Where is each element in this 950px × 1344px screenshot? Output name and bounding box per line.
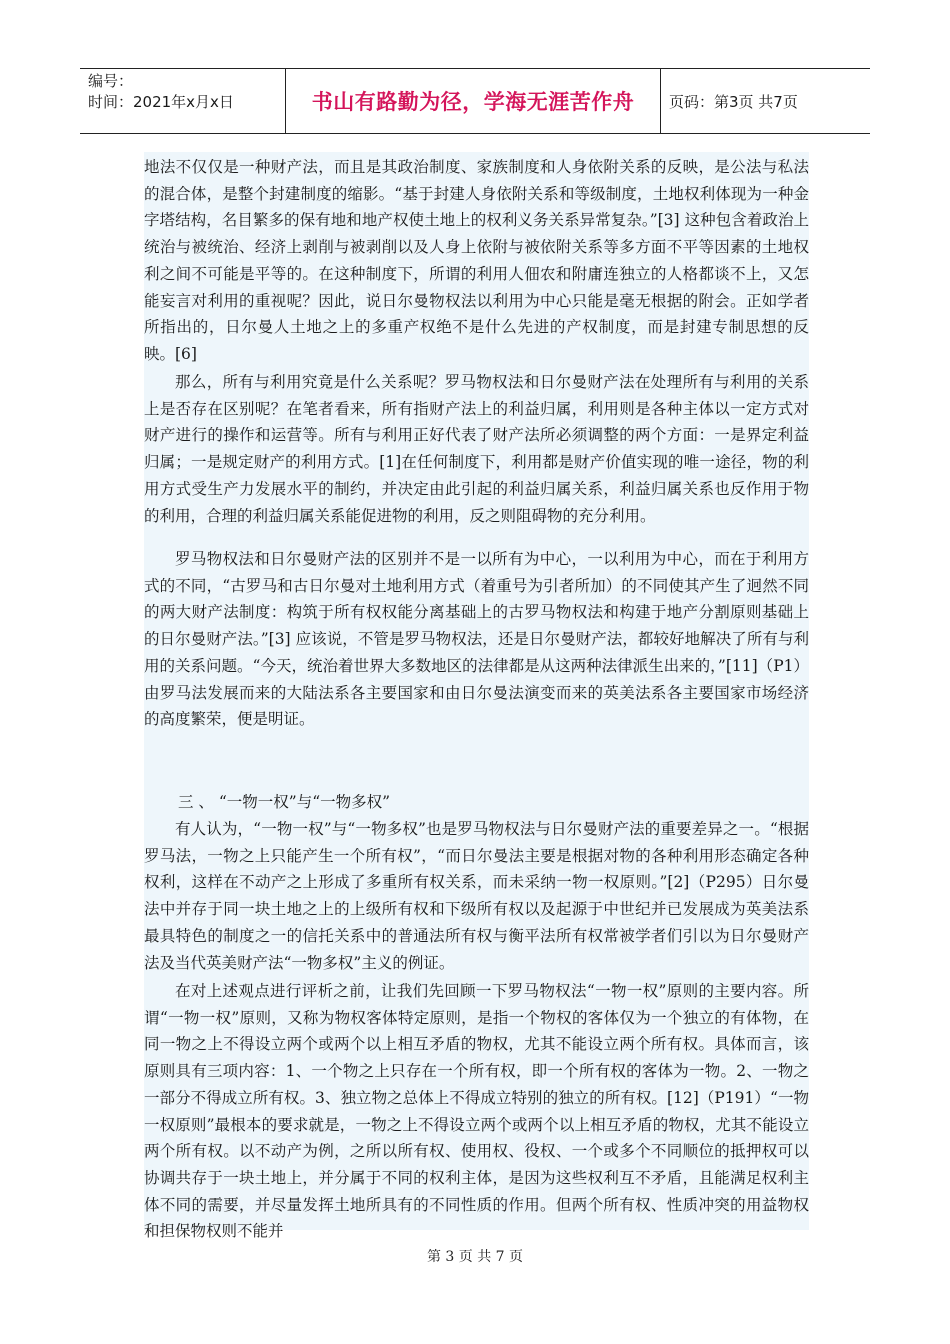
header-meta bbox=[80, 69, 286, 133]
page-number-label: 页码：第3页 共7页 bbox=[669, 92, 798, 111]
paragraph-5: 在对上述观点进行评析之前，让我们先回顾一下罗马物权法“一物一权”原则的主要内容。所谓“一物一权”原则，又称为物权客体特定原则，是指一个物权的客体仅为一个独立的有体物，在同一物之上不得设立两个或两个以上相互矛盾的物权，尤其不能设立两个所有权。具体而言，该原则具有三项内容：1、一个物之上只存在一个所有权，即一个所有权的客体为一物。2、一物之一部分不得成立所有权。3、独立物之总体上不得成立特别的独立的所有权。[12]（P191）“一物一权原则”最根本的要求就是，一物之上不得设立两个或两个以上相互矛盾的物权，尤其不能设立两个所有权。以不动产为例，之所以所有权、使用权、役权、一个或多个不同顺位的抵押权可以协调共存于一块土地上，并分属于不同的权利主体，是因为这些权利互不矛盾，且能满足权利主体不同的需要，并尽量发挥土地所具有的不同性质的作用。但两个所有权、性质冲突的用益物权和担保物权则不能并 bbox=[144, 982, 809, 1241]
section-heading: 三 、 “一物一权”与“一物多权” bbox=[178, 793, 391, 811]
header-motto-cell bbox=[286, 69, 661, 133]
header-page-cell bbox=[661, 69, 870, 133]
paragraph-3: 罗马物权法和日尔曼财产法的区别并不是一以所有为中心，一以利用为中心，而在于利用方式的不同，“古罗马和古日尔曼对土地利用方式（着重号为引者所加）的不同使其产生了迥然不同的两大财产法制度：构筑于所有权权能分离基础上的古罗马物权法和构建于地产分割原则基础上的日尔曼财产法。”[3] 应该说，不管是罗马物权法，还是日尔曼财产法，都较好地解决了所有与利用的关系问题。“今天，统治着世界大多数地区的法律都是从这两种法律派生出来的，”[11]（P1） 由罗马法发展而来的大陆法系各主要国家和由日尔曼法演变而来的英美法系各主要国家市场经济的高度繁荣，便是明证。 bbox=[144, 550, 809, 729]
paragraph-4: 有人认为，“一物一权”与“一物多权”也是罗马物权法与日尔曼财产法的重要差异之一。“根据罗马法，一物之上只能产生一个所有权”，“而日尔曼法主要是根据对物的各种利用形态确定各种权利，这样在不动产之上形成了多重所有权关系，而未采纳一物一权原则。”[2]（P295）日尔曼法中并存于同一块土地之上的上级所有权和下级所有权以及起源于中世纪并已发展成为英美法系最具特色的制度之一的信托关系中的普通法所有权与衡平法所有权常被学者们引以为日尔曼财产法及当代英美财产法“一物多权”主义的例证。 bbox=[144, 820, 809, 972]
page-footer: 第 3 页 共 7 页 bbox=[426, 1249, 524, 1265]
document-number-label: 编号： bbox=[88, 72, 134, 90]
paragraph-2: 那么，所有与利用究竟是什么关系呢？罗马物权法和日尔曼财产法在处理所有与利用的关系上是否存在区别呢？在笔者看来，所有指财产法上的利益归属，利用则是各种主体以一定方式对财产进行的操作和运营等。所有与利用正好代表了财产法所必须调整的两个方面：一是界定利益归属；一是规定财产的利用方式。[1]在任何制度下，利用都是财产价值实现的唯一途径，物的利用方式受生产力发展水平的制约，并决定由此引起的利益归属关系，利益归属关系也反作用于物的利用，合理的利益归属关系能促进物的利用，反之则阻碍物的充分利用。 bbox=[144, 373, 809, 525]
motto-text: 书山有路勤为径，学海无涯苦作舟 bbox=[311, 90, 635, 114]
paragraph-1: 地法不仅仅是一种财产法，而且是其政治制度、家族制度和人身依附关系的反映，是公法与私法的混合体，是整个封建制度的缩影。“基于封建人身依附关系和等级制度，土地权利体现为一种金字塔结构，名目繁多的保有地和地产权使土地上的权利义务关系异常复杂。”[3] 这种包含着政治上统治与被统治、经济上剥削与被剥削以及人身上依附与被依附关系等多方面不平等因素的土地权利之间不可能是平等的。在这种制度下，所谓的利用人佃农和附庸连独立的人格都谈不上，又怎能妄言对利用的重视呢？因此，说日尔曼物权法以利用为中心只能是毫无根据的附会。正如学者所指出的，日尔曼人土地之上的多重产权绝不是什么先进的产权制度，而是封建专制思想的反映。[6] bbox=[144, 158, 809, 363]
page-header bbox=[80, 68, 870, 134]
date-label: 时间：2021年x月x日 bbox=[88, 93, 234, 111]
